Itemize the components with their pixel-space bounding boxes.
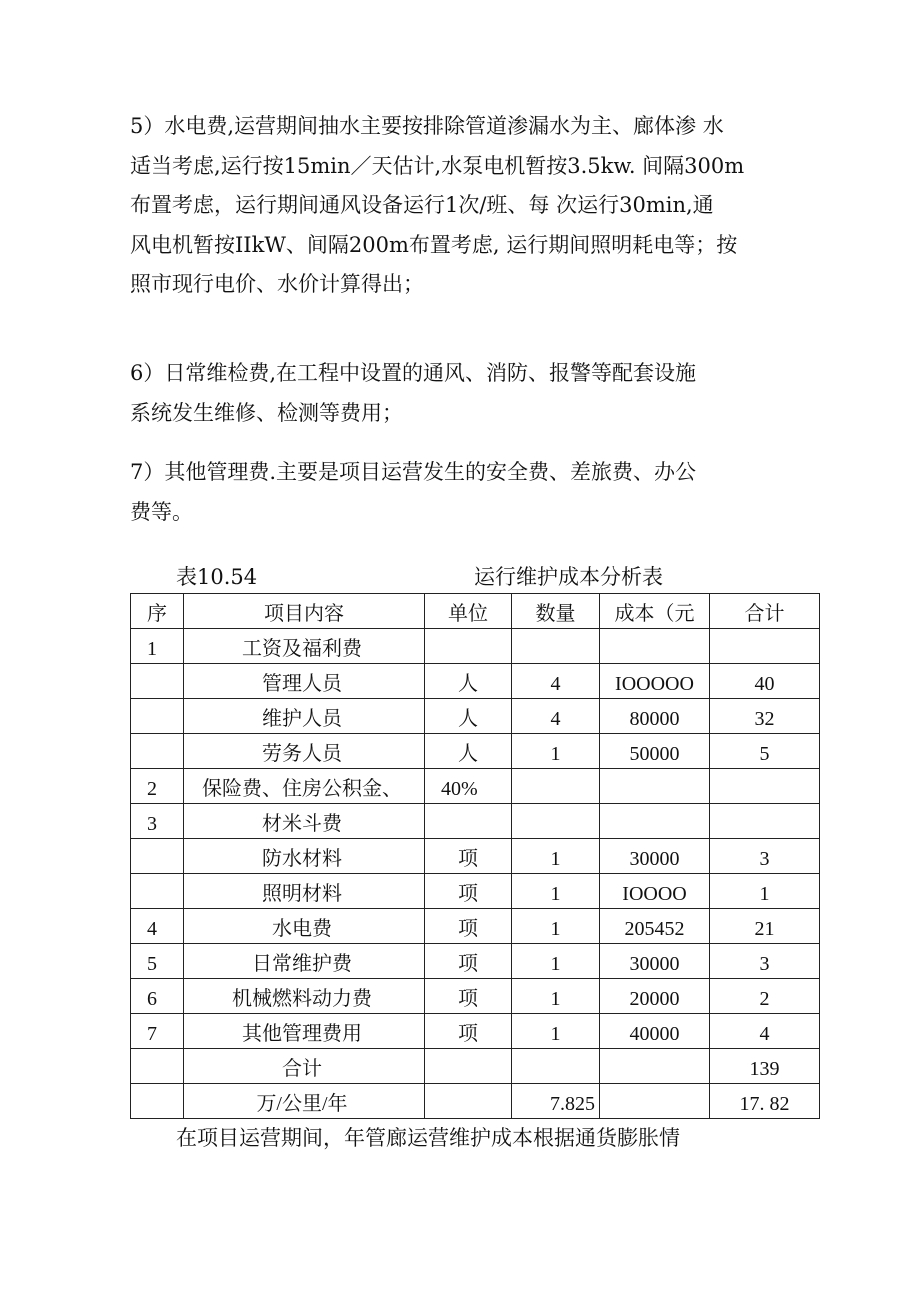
cell-cost xyxy=(600,1084,710,1119)
cost-table xyxy=(130,593,820,1119)
cell-unit: 人 xyxy=(425,734,512,769)
cell-seq: 2 xyxy=(131,769,184,804)
cell-item: 水电费 xyxy=(184,909,425,944)
cell-total: 2 xyxy=(710,979,820,1014)
table-row xyxy=(131,944,820,979)
cell-qty: 1 xyxy=(512,1014,600,1049)
cell-total: 139 xyxy=(710,1049,820,1084)
cell-unit: 项 xyxy=(425,909,512,944)
text-line: 5）水电费,运营期间抽水主要按排除管道渗漏水为主、廊体渗 水 xyxy=(130,114,724,138)
cell-seq xyxy=(131,839,184,874)
cell-cost xyxy=(600,1049,710,1084)
cell-cost: 50000 xyxy=(600,734,710,769)
cell-cost xyxy=(600,804,710,839)
cell-qty: 4 xyxy=(512,699,600,734)
table-row xyxy=(131,1049,820,1084)
cell-cost: 80000 xyxy=(600,699,710,734)
header-cell-item: 项目内容 xyxy=(184,594,425,629)
table-row xyxy=(131,909,820,944)
table-row xyxy=(131,769,820,804)
cell-item: 照明材料 xyxy=(184,874,425,909)
header-cell-cost: 成本（元 xyxy=(600,594,710,629)
text-line: 布置考虑，运行期间通风设备运行1次/班、每 次运行30min,通 xyxy=(130,193,714,217)
cell-item: 保险费、住房公积金、 xyxy=(184,769,425,804)
cell-cost xyxy=(600,769,710,804)
cell-seq xyxy=(131,1084,184,1119)
cell-item: 机械燃料动力费 xyxy=(184,979,425,1014)
cell-seq: 5 xyxy=(131,944,184,979)
cell-total: 4 xyxy=(710,1014,820,1049)
cell-cost: 30000 xyxy=(600,839,710,874)
cell-seq xyxy=(131,874,184,909)
text-line: 照市现行电价、水价计算得出； xyxy=(130,272,424,296)
cell-seq: 1 xyxy=(131,629,184,664)
cell-item: 日常维护费 xyxy=(184,944,425,979)
cell-total: 32 xyxy=(710,699,820,734)
table-row xyxy=(131,1014,820,1049)
table-row xyxy=(131,734,820,769)
cell-seq xyxy=(131,699,184,734)
cell-item: 材米斗费 xyxy=(184,804,425,839)
cell-item: 合计 xyxy=(184,1049,425,1084)
table-header-row xyxy=(131,594,820,629)
cell-unit: 人 xyxy=(425,664,512,699)
cell-unit xyxy=(425,629,512,664)
cell-unit: 40% xyxy=(425,769,512,804)
cell-qty xyxy=(512,629,600,664)
cell-cost: IOOOO xyxy=(600,874,710,909)
cell-unit xyxy=(425,804,512,839)
cell-unit: 项 xyxy=(425,979,512,1014)
cell-unit: 项 xyxy=(425,874,512,909)
cell-qty: 1 xyxy=(512,839,600,874)
cell-unit xyxy=(425,1049,512,1084)
table-row xyxy=(131,699,820,734)
cell-qty: 1 xyxy=(512,979,600,1014)
cell-cost: 40000 xyxy=(600,1014,710,1049)
cell-item: 防水材料 xyxy=(184,839,425,874)
cell-seq: 6 xyxy=(131,979,184,1014)
cell-seq xyxy=(131,734,184,769)
paragraph-utilities xyxy=(130,107,830,305)
cell-seq xyxy=(131,664,184,699)
trailing-paragraph: 在项目运营期间，年管廊运营维护成本根据通货膨胀情 xyxy=(176,1126,680,1150)
cell-item: 管理人员 xyxy=(184,664,425,699)
cell-qty xyxy=(512,769,600,804)
cell-total: 40 xyxy=(710,664,820,699)
cell-qty: 1 xyxy=(512,734,600,769)
table-row xyxy=(131,979,820,1014)
cell-qty xyxy=(512,1049,600,1084)
cell-unit xyxy=(425,1084,512,1119)
text-line: 6）日常维检费,在工程中设置的通风、消防、报警等配套设施 xyxy=(130,361,697,385)
table-row xyxy=(131,664,820,699)
cell-qty: 4 xyxy=(512,664,600,699)
table-number: 表10.54 xyxy=(176,565,258,589)
cell-cost xyxy=(600,629,710,664)
cell-cost: 205452 xyxy=(600,909,710,944)
cell-total: 1 xyxy=(710,874,820,909)
cell-total: 3 xyxy=(710,944,820,979)
text-line: 适当考虑,运行按15min／天估计,水泵电机暂按3.5kw. 间隔300m xyxy=(130,153,745,178)
cell-cost: 20000 xyxy=(600,979,710,1014)
text-line: 费等。 xyxy=(130,499,193,524)
cell-item: 万/公里/年 xyxy=(184,1084,425,1119)
text-line: 7）其他管理费.主要是项目运营发生的安全费、差旅费、办公 xyxy=(130,460,697,484)
header-cell-qty: 数量 xyxy=(512,594,600,629)
table-row xyxy=(131,629,820,664)
cell-seq: 4 xyxy=(131,909,184,944)
cell-total xyxy=(710,804,820,839)
cell-total xyxy=(710,769,820,804)
cell-seq xyxy=(131,1049,184,1084)
cell-qty: 1 xyxy=(512,909,600,944)
header-cell-total: 合计 xyxy=(710,594,820,629)
table-row xyxy=(131,874,820,909)
cell-unit: 项 xyxy=(425,944,512,979)
cell-cost: IOOOOO xyxy=(600,664,710,699)
text-line: 风电机暂按IIkW、间隔200m布置考虑, 运行期间照明耗电等；按 xyxy=(130,232,738,257)
cell-total: 21 xyxy=(710,909,820,944)
table-row xyxy=(131,804,820,839)
header-cell-seq: 序 xyxy=(131,594,184,629)
cell-total: 17. 82 xyxy=(710,1084,820,1119)
text-line: 系统发生维修、检测等费用； xyxy=(130,400,403,425)
cell-seq: 7 xyxy=(131,1014,184,1049)
table-title: 运行维护成本分析表 xyxy=(474,565,663,589)
cell-item: 劳务人员 xyxy=(184,734,425,769)
cell-qty: 1 xyxy=(512,944,600,979)
cell-total: 5 xyxy=(710,734,820,769)
cell-unit: 项 xyxy=(425,1014,512,1049)
cell-total: 3 xyxy=(710,839,820,874)
cell-total xyxy=(710,629,820,664)
table-row xyxy=(131,839,820,874)
cell-cost: 30000 xyxy=(600,944,710,979)
cell-item: 维护人员 xyxy=(184,699,425,734)
cell-seq: 3 xyxy=(131,804,184,839)
cell-qty: 7.825 xyxy=(512,1084,600,1119)
header-cell-unit: 单位 xyxy=(425,594,512,629)
cell-qty: 1 xyxy=(512,874,600,909)
table-row xyxy=(131,1084,820,1119)
cell-item: 其他管理费用 xyxy=(184,1014,425,1049)
cell-unit: 项 xyxy=(425,839,512,874)
cell-unit: 人 xyxy=(425,699,512,734)
paragraph-management xyxy=(130,453,830,532)
cell-qty xyxy=(512,804,600,839)
paragraph-maintenance xyxy=(130,354,830,433)
cell-item: 工资及福利费 xyxy=(184,629,425,664)
